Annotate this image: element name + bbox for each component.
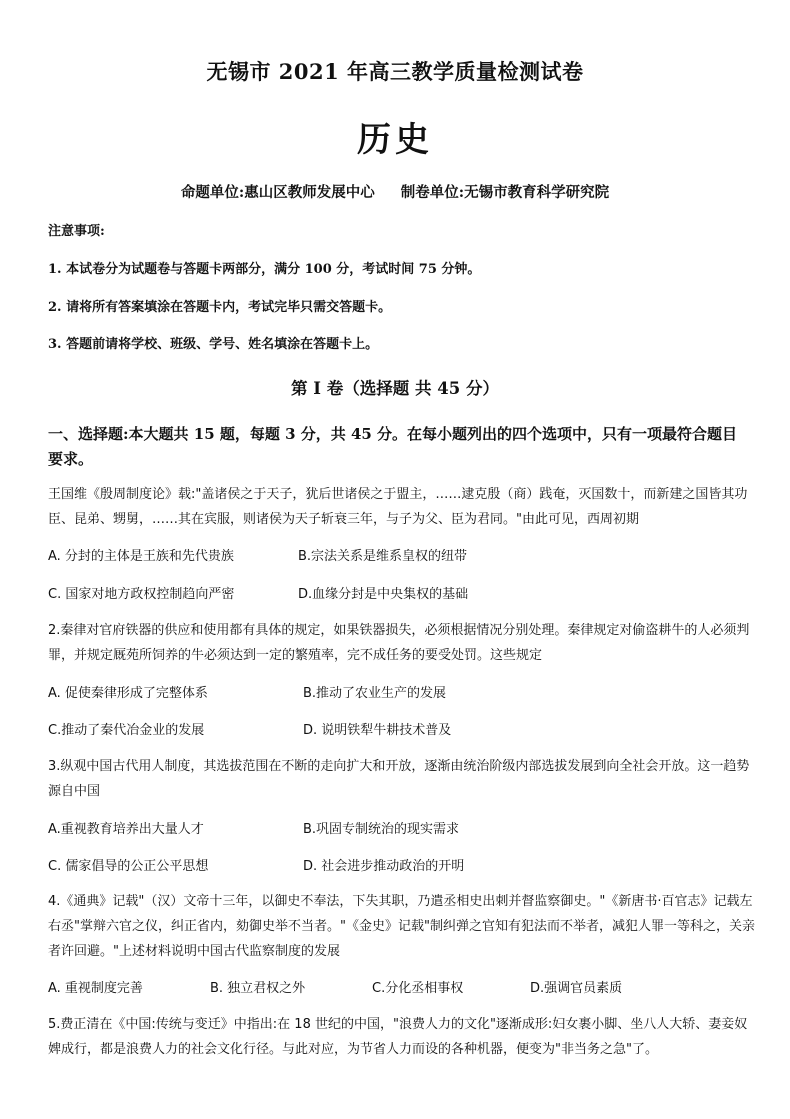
option-d: D. 社会进步推动政治的开明 (303, 859, 465, 874)
exam-units (0, 181, 790, 202)
section-heading: 第 I 卷（选择题 共 45 分） (291, 379, 499, 398)
question-stem: 5.费正清在《中国:传统与变迁》中指出:在 18 世纪的中国，"浪费人力的文化"逐渐成形:妇女裹小脚、坐八人大轿、妻妾奴婢成行，都是浪费人力的社会文化行径。与此对应，为节省人力而设的各种机器，便变为"非当务之急"了。 (48, 1017, 748, 1057)
option-d: D.强调官员素质 (530, 981, 623, 996)
notice-heading: 注意事项: (48, 224, 105, 239)
option-b: B.宗法关系是维系皇权的纽带 (298, 549, 468, 564)
option-b: B.巩固专制统治的现实需求 (303, 822, 460, 837)
notice-item: 2. 请将所有答案填涂在答题卡内，考试完毕只需交答题卡。 (48, 300, 392, 315)
section-instructions: 一、选择题:本大题共 15 题，每题 3 分，共 45 分。在每小题列出的四个选项中，只有一项最符合题目要求。 (48, 425, 738, 468)
option-a: A. 分封的主体是王族和先代贵族 (48, 549, 234, 564)
option-c: C.分化丞相事权 (372, 981, 464, 996)
question-stem: 王国维《殷周制度论》载:"盖诸侯之于天子，犹后世诸侯之于盟主，……逮克殷（商）践奄，灭国数十，而新建之国皆其功臣、昆弟、甥舅，……其在宾服，则诸侯为天子斩衰三年，与子为父、臣为君同。"由此可见，西周初期 (48, 487, 748, 527)
producer-unit: 制卷单位:无锡市教育科学研究院 (400, 184, 610, 201)
option-a: A. 重视制度完善 (48, 981, 143, 996)
question-stem: 4.《通典》记载"（汉）文帝十三年，以御史不奉法，下失其职，乃遣丞相史出刺并督监察御史。"《新唐书·百官志》记载左右丞"掌辩六官之仪，纠正省内，劾御史举不当者。"《金史》记载"制纠弹之官知有犯法而不举者，减犯人罪一等科之，关亲者许回避。"上述材料说明中国古代监察制度的发展 (48, 894, 755, 959)
option-c: C.推动了秦代冶金业的发展 (48, 723, 205, 738)
option-b: B. 独立君权之外 (210, 981, 306, 996)
question-stem: 3.纵观中国古代用人制度，其选拔范围在不断的走向扩大和开放，逐渐由统治阶级内部选拔发展到向全社会开放。这一趋势源自中国 (48, 759, 750, 799)
option-c: C. 儒家倡导的公正公平思想 (48, 859, 209, 874)
option-b: B.推动了农业生产的发展 (303, 686, 447, 701)
notice-item: 3. 答题前请将学校、班级、学号、姓名填涂在答题卡上。 (48, 337, 379, 352)
subject-title: 历史 (357, 120, 433, 160)
compiler-unit: 命题单位:惠山区教师发展中心 (180, 184, 375, 201)
option-a: A.重视教育培养出大量人才 (48, 822, 204, 837)
option-d: D. 说明铁犁牛耕技术普及 (303, 723, 452, 738)
question-stem: 2.秦律对官府铁器的供应和使用都有具体的规定，如果铁器损失，必须根据情况分别处理。秦律规定对偷盗耕牛的人必须判罪，并规定厩苑所饲养的牛必须达到一定的繁殖率，完不成任务的要受处罚。这些规定 (48, 623, 750, 663)
notice-item: 1. 本试卷分为试题卷与答题卡两部分，满分 100 分，考试时间 75 分钟。 (48, 262, 481, 277)
option-d: D.血缘分封是中央集权的基础 (298, 587, 469, 602)
option-c: C. 国家对地方政权控制趋向严密 (48, 587, 235, 602)
option-a: A. 促使秦律形成了完整体系 (48, 686, 208, 701)
exam-title: 无锡市 2021 年高三教学质量检测试卷 (206, 59, 584, 84)
